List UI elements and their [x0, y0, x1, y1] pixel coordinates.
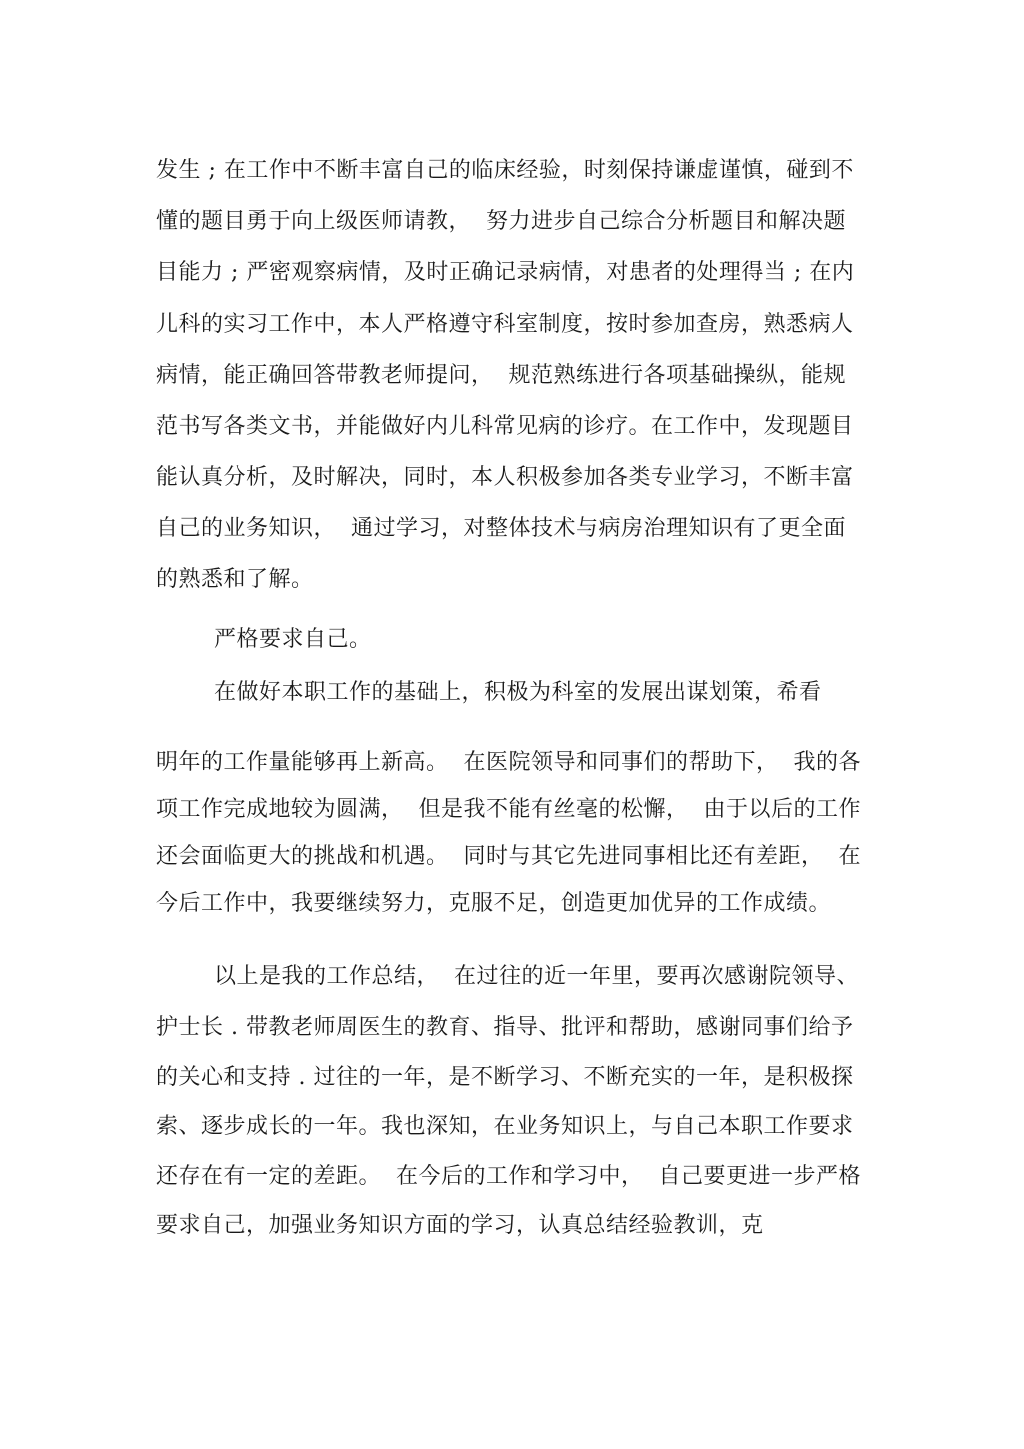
text-line: 懂的题目勇于向上级医师请教， 努力进步自己综合分析题目和解决题 [156, 209, 846, 234]
text-line: 明年的工作量能够再上新高。 在医院领导和同事们的帮助下， 我的各 [156, 750, 861, 775]
text-line: 还会面临更大的挑战和机遇。 同时与其它先进同事相比还有差距， 在 [156, 844, 861, 869]
text-line: 在做好本职工作的基础上，积极为科室的发展出谋划策，希看 [214, 680, 822, 705]
text-line: 能认真分析，及时解决，同时，本人积极参加各类专业学习，不断丰富 [156, 465, 854, 490]
text-line: 的熟悉和了解。 [156, 567, 314, 592]
text-line: 目能力 ; 严密观察病情，及时正确记录病情，对患者的处理得当 ; 在内 [156, 260, 855, 285]
text-line: 儿科的实习工作中，本人严格遵守科室制度，按时参加查房，熟悉病人 [156, 312, 854, 337]
text-line: 护士长 . 带教老师周医生的教育、指导、批评和帮助，感谢同事们给予 [156, 1015, 854, 1040]
text-line: 今后工作中，我要继续努力，克服不足，创造更加优异的工作成绩。 [156, 891, 832, 916]
section-heading: 严格要求自己。 [214, 627, 372, 652]
text-line: 以上是我的工作总结， 在过往的近一年里，要再次感谢院领导、 [214, 964, 859, 989]
text-line: 范书写各类文书，并能做好内儿科常见病的诊疗。在工作中，发现题目 [156, 414, 854, 439]
text-line: 项工作完成地较为圆满， 但是我不能有丝毫的松懈， 由于以后的工作 [156, 797, 861, 822]
text-line: 的关心和支持 . 过往的一年，是不断学习、不断充实的一年，是积极探 [156, 1065, 854, 1090]
text-line: 要求自己，加强业务知识方面的学习，认真总结经验教训，克 [156, 1213, 764, 1238]
text-line: 索、逐步成长的一年。我也深知，在业务知识上，与自己本职工作要求 [156, 1114, 854, 1139]
text-line: 病情，能正确回答带教老师提问， 规范熟练进行各项基础操纵，能规 [156, 363, 846, 388]
text-line: 自己的业务知识， 通过学习，对整体技术与病房治理知识有了更全面 [156, 516, 846, 541]
text-line: 发生 ; 在工作中不断丰富自己的临床经验，时刻保持谦虚谨慎，碰到不 [156, 158, 854, 183]
text-line: 还存在有一定的差距。 在今后的工作和学习中， 自己要更进一步严格 [156, 1164, 861, 1189]
